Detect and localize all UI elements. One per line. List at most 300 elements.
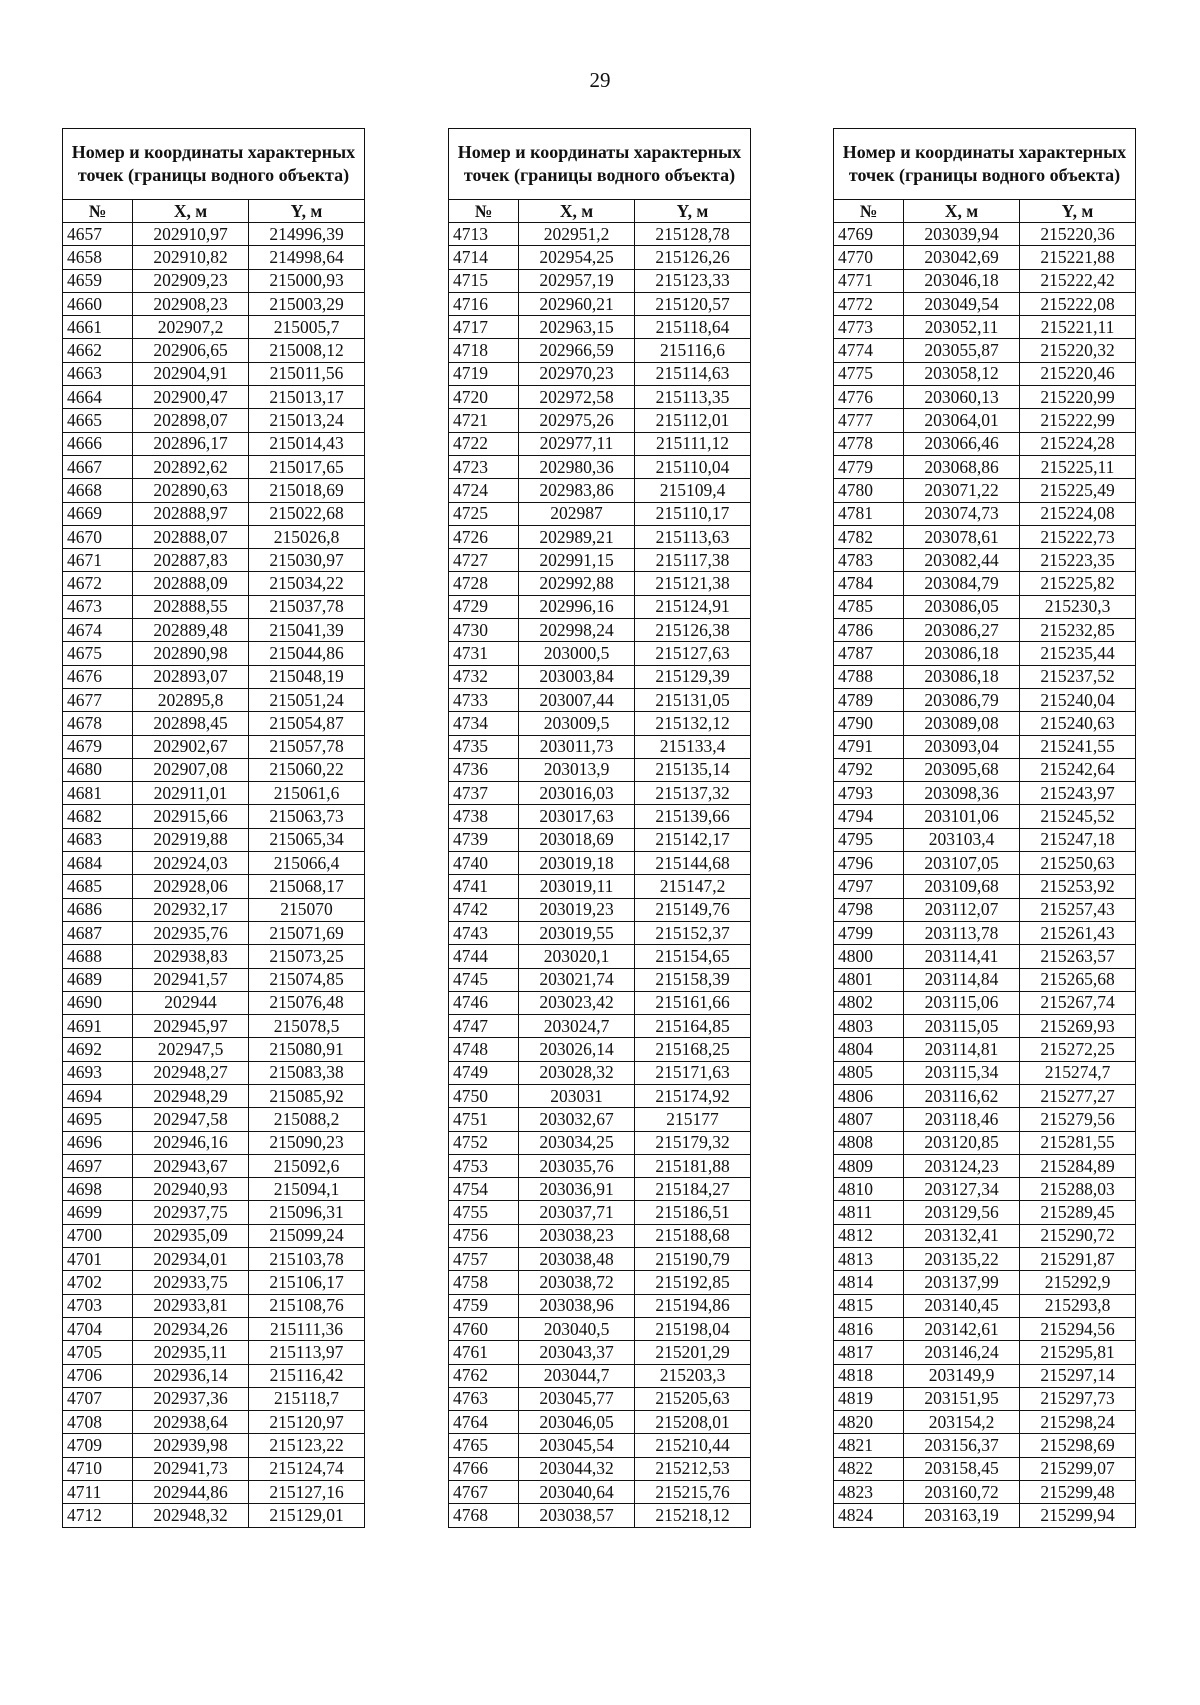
point-number-cell: 4695 [63,1108,133,1131]
x-coordinate-cell: 203009,5 [519,712,635,735]
point-number-cell: 4689 [63,968,133,991]
point-number-cell: 4752 [449,1131,519,1154]
table-row [834,991,1136,1014]
x-coordinate-cell: 203098,36 [904,782,1020,805]
table-row [834,292,1136,315]
x-coordinate-cell: 203074,73 [904,502,1020,525]
x-coordinate-cell: 202908,23 [133,292,249,315]
y-coordinate-cell: 215061,6 [249,782,365,805]
x-coordinate-cell: 203114,81 [904,1038,1020,1061]
y-coordinate-cell: 215201,29 [635,1341,751,1364]
table-row [63,1224,365,1247]
point-number-cell: 4704 [63,1317,133,1340]
point-number-cell: 4802 [834,991,904,1014]
point-number-cell: 4778 [834,432,904,455]
table-row [834,1364,1136,1387]
table-row [449,1317,751,1340]
point-number-cell: 4797 [834,875,904,898]
y-coordinate-cell: 215030,97 [249,549,365,572]
x-coordinate-cell: 203132,41 [904,1224,1020,1247]
point-number-cell: 4743 [449,921,519,944]
table-row [834,1108,1136,1131]
point-number-cell: 4664 [63,386,133,409]
y-coordinate-cell: 215110,17 [635,502,751,525]
y-coordinate-cell: 215034,22 [249,572,365,595]
point-number-cell: 4738 [449,805,519,828]
x-coordinate-cell: 203113,78 [904,921,1020,944]
point-number-cell: 4698 [63,1178,133,1201]
x-coordinate-cell: 203116,62 [904,1084,1020,1107]
x-coordinate-cell: 202941,73 [133,1457,249,1480]
table-row [449,223,751,246]
point-number-cell: 4679 [63,735,133,758]
point-number-cell: 4667 [63,455,133,478]
y-coordinate-cell: 215112,01 [635,409,751,432]
y-coordinate-cell: 214996,39 [249,223,365,246]
table-row [834,1131,1136,1154]
point-number-cell: 4745 [449,968,519,991]
y-coordinate-cell: 215263,57 [1020,945,1136,968]
x-coordinate-cell: 203109,68 [904,875,1020,898]
point-number-cell: 4792 [834,758,904,781]
point-number-cell: 4690 [63,991,133,1014]
table-row [63,223,365,246]
x-coordinate-cell: 202983,86 [519,479,635,502]
point-number-cell: 4708 [63,1411,133,1434]
y-coordinate-cell: 215132,12 [635,712,751,735]
x-coordinate-cell: 203055,87 [904,339,1020,362]
point-number-cell: 4703 [63,1294,133,1317]
x-coordinate-cell: 203037,71 [519,1201,635,1224]
x-coordinate-cell: 202996,16 [519,595,635,618]
table-row [449,549,751,572]
y-coordinate-cell: 215224,28 [1020,432,1136,455]
point-number-cell: 4787 [834,642,904,665]
column-header-y: Y, м [635,200,751,223]
point-number-cell: 4696 [63,1131,133,1154]
point-number-cell: 4810 [834,1178,904,1201]
x-coordinate-cell: 203160,72 [904,1481,1020,1504]
x-coordinate-cell: 202904,91 [133,362,249,385]
x-coordinate-cell: 203052,11 [904,316,1020,339]
y-coordinate-cell: 215114,63 [635,362,751,385]
point-number-cell: 4786 [834,619,904,642]
point-number-cell: 4735 [449,735,519,758]
x-coordinate-cell: 202890,98 [133,642,249,665]
table-row [834,875,1136,898]
table-row [834,549,1136,572]
x-coordinate-cell: 202938,64 [133,1411,249,1434]
point-number-cell: 4808 [834,1131,904,1154]
y-coordinate-cell: 215220,32 [1020,339,1136,362]
y-coordinate-cell: 215290,72 [1020,1224,1136,1247]
point-number-cell: 4821 [834,1434,904,1457]
x-coordinate-cell: 203086,18 [904,665,1020,688]
x-coordinate-cell: 203049,54 [904,292,1020,315]
table-row [449,1457,751,1480]
table-row [63,968,365,991]
y-coordinate-cell: 215221,11 [1020,316,1136,339]
y-coordinate-cell: 215152,37 [635,921,751,944]
table-row [834,1271,1136,1294]
point-number-cell: 4795 [834,828,904,851]
table-row [834,595,1136,618]
y-coordinate-cell: 215123,33 [635,269,751,292]
point-number-cell: 4663 [63,362,133,385]
x-coordinate-cell: 203103,4 [904,828,1020,851]
table-row [63,479,365,502]
point-number-cell: 4673 [63,595,133,618]
y-coordinate-cell: 215111,12 [635,432,751,455]
point-number-cell: 4721 [449,409,519,432]
x-coordinate-cell: 202935,76 [133,921,249,944]
point-number-cell: 4768 [449,1504,519,1527]
point-number-cell: 4760 [449,1317,519,1340]
y-coordinate-cell: 215297,73 [1020,1387,1136,1410]
point-number-cell: 4726 [449,525,519,548]
table-row [63,292,365,315]
table-row [834,1015,1136,1038]
point-number-cell: 4773 [834,316,904,339]
x-coordinate-cell: 202887,83 [133,549,249,572]
column-header-number: № [63,200,133,223]
x-coordinate-cell: 202919,88 [133,828,249,851]
point-number-cell: 4822 [834,1457,904,1480]
y-coordinate-cell: 215121,38 [635,572,751,595]
y-coordinate-cell: 215120,97 [249,1411,365,1434]
point-number-cell: 4748 [449,1038,519,1061]
point-number-cell: 4771 [834,269,904,292]
x-coordinate-cell: 202934,01 [133,1248,249,1271]
x-coordinate-cell: 203058,12 [904,362,1020,385]
table-row [449,1504,751,1527]
table-row [834,688,1136,711]
point-number-cell: 4678 [63,712,133,735]
y-coordinate-cell: 215127,63 [635,642,751,665]
table-row [834,1224,1136,1247]
point-number-cell: 4724 [449,479,519,502]
x-coordinate-cell: 203018,69 [519,828,635,851]
table-row [834,735,1136,758]
y-coordinate-cell: 215142,17 [635,828,751,851]
point-number-cell: 4716 [449,292,519,315]
y-coordinate-cell: 215013,24 [249,409,365,432]
x-coordinate-cell: 202951,2 [519,223,635,246]
column-header-y: Y, м [1020,200,1136,223]
table-row [63,246,365,269]
table-row [834,1411,1136,1434]
x-coordinate-cell: 203045,77 [519,1387,635,1410]
table-row [449,1294,751,1317]
table-row [449,269,751,292]
x-coordinate-cell: 203017,63 [519,805,635,828]
point-number-cell: 4780 [834,479,904,502]
y-coordinate-cell: 215208,01 [635,1411,751,1434]
table-row [834,1248,1136,1271]
point-number-cell: 4723 [449,455,519,478]
x-coordinate-cell: 202932,17 [133,898,249,921]
y-coordinate-cell: 215037,78 [249,595,365,618]
table-row [834,758,1136,781]
point-number-cell: 4672 [63,572,133,595]
x-coordinate-cell: 203020,1 [519,945,635,968]
point-number-cell: 4784 [834,572,904,595]
y-coordinate-cell: 215277,27 [1020,1084,1136,1107]
x-coordinate-cell: 203019,11 [519,875,635,898]
x-coordinate-cell: 203158,45 [904,1457,1020,1480]
x-coordinate-cell: 203038,23 [519,1224,635,1247]
point-number-cell: 4742 [449,898,519,921]
x-coordinate-cell: 203035,76 [519,1154,635,1177]
x-coordinate-cell: 203115,34 [904,1061,1020,1084]
y-coordinate-cell: 215078,5 [249,1015,365,1038]
x-coordinate-cell: 202933,81 [133,1294,249,1317]
y-coordinate-cell: 215274,7 [1020,1061,1136,1084]
table-row [63,595,365,618]
point-number-cell: 4796 [834,852,904,875]
table-row [834,828,1136,851]
table-row [449,665,751,688]
x-coordinate-cell: 202896,17 [133,432,249,455]
x-coordinate-cell: 203093,04 [904,735,1020,758]
column-header-x: X, м [904,200,1020,223]
table-row [449,479,751,502]
x-coordinate-cell: 203019,55 [519,921,635,944]
point-number-cell: 4755 [449,1201,519,1224]
table-row [449,246,751,269]
x-coordinate-cell: 202915,66 [133,805,249,828]
x-coordinate-cell: 202980,36 [519,455,635,478]
x-coordinate-cell: 202940,93 [133,1178,249,1201]
table-row [834,898,1136,921]
x-coordinate-cell: 202890,63 [133,479,249,502]
y-coordinate-cell: 215168,25 [635,1038,751,1061]
x-coordinate-cell: 203142,61 [904,1317,1020,1340]
point-number-cell: 4675 [63,642,133,665]
point-number-cell: 4727 [449,549,519,572]
table-row [449,1108,751,1131]
point-number-cell: 4775 [834,362,904,385]
x-coordinate-cell: 203095,68 [904,758,1020,781]
y-coordinate-cell: 215298,69 [1020,1434,1136,1457]
point-number-cell: 4737 [449,782,519,805]
table-row [63,339,365,362]
table-row [449,1131,751,1154]
x-coordinate-cell: 202889,48 [133,619,249,642]
y-coordinate-cell: 215129,39 [635,665,751,688]
y-coordinate-cell: 215222,08 [1020,292,1136,315]
point-number-cell: 4712 [63,1504,133,1527]
point-number-cell: 4686 [63,898,133,921]
x-coordinate-cell: 203086,79 [904,688,1020,711]
y-coordinate-cell: 215063,73 [249,805,365,828]
y-coordinate-cell: 215070 [249,898,365,921]
y-coordinate-cell: 215240,63 [1020,712,1136,735]
x-coordinate-cell: 202910,97 [133,223,249,246]
x-coordinate-cell: 202907,2 [133,316,249,339]
y-coordinate-cell: 215026,8 [249,525,365,548]
table-row [63,642,365,665]
x-coordinate-cell: 203040,64 [519,1481,635,1504]
point-number-cell: 4693 [63,1061,133,1084]
point-number-cell: 4798 [834,898,904,921]
x-coordinate-cell: 202998,24 [519,619,635,642]
x-coordinate-cell: 202987 [519,502,635,525]
table-row [449,898,751,921]
table-row [834,479,1136,502]
x-coordinate-cell: 203120,85 [904,1131,1020,1154]
point-number-cell: 4818 [834,1364,904,1387]
x-coordinate-cell: 203046,18 [904,269,1020,292]
table-row [834,1178,1136,1201]
x-coordinate-cell: 203084,79 [904,572,1020,595]
y-coordinate-cell: 215003,29 [249,292,365,315]
y-coordinate-cell: 215068,17 [249,875,365,898]
y-coordinate-cell: 215116,42 [249,1364,365,1387]
point-number-cell: 4789 [834,688,904,711]
y-coordinate-cell: 215127,16 [249,1481,365,1504]
y-coordinate-cell: 215000,93 [249,269,365,292]
point-number-cell: 4685 [63,875,133,898]
x-coordinate-cell: 202991,15 [519,549,635,572]
y-coordinate-cell: 215267,74 [1020,991,1136,1014]
point-number-cell: 4824 [834,1504,904,1527]
y-coordinate-cell: 215113,63 [635,525,751,548]
x-coordinate-cell: 202939,98 [133,1434,249,1457]
point-number-cell: 4806 [834,1084,904,1107]
table-row [449,945,751,968]
y-coordinate-cell: 215171,63 [635,1061,751,1084]
x-coordinate-cell: 203045,54 [519,1434,635,1457]
table-row [834,619,1136,642]
table-row [834,1504,1136,1527]
x-coordinate-cell: 203038,57 [519,1504,635,1527]
table-row [63,1248,365,1271]
y-coordinate-cell: 215218,12 [635,1504,751,1527]
point-number-cell: 4805 [834,1061,904,1084]
table-row [63,1154,365,1177]
y-coordinate-cell: 215083,38 [249,1061,365,1084]
y-coordinate-cell: 215123,22 [249,1434,365,1457]
x-coordinate-cell: 202957,19 [519,269,635,292]
y-coordinate-cell: 215220,36 [1020,223,1136,246]
y-coordinate-cell: 215257,43 [1020,898,1136,921]
point-number-cell: 4699 [63,1201,133,1224]
table-row [63,502,365,525]
y-coordinate-cell: 215222,73 [1020,525,1136,548]
x-coordinate-cell: 203031 [519,1084,635,1107]
y-coordinate-cell: 215177 [635,1108,751,1131]
x-coordinate-cell: 202910,82 [133,246,249,269]
table-row [63,1341,365,1364]
y-coordinate-cell: 215057,78 [249,735,365,758]
y-coordinate-cell: 215293,8 [1020,1294,1136,1317]
table-row [63,1411,365,1434]
point-number-cell: 4711 [63,1481,133,1504]
x-coordinate-cell: 202975,26 [519,409,635,432]
table-row [63,945,365,968]
x-coordinate-cell: 202945,97 [133,1015,249,1038]
table-row [63,1038,365,1061]
table-row [449,782,751,805]
point-number-cell: 4710 [63,1457,133,1480]
table-row [834,805,1136,828]
x-coordinate-cell: 202935,09 [133,1224,249,1247]
y-coordinate-cell: 215225,11 [1020,455,1136,478]
y-coordinate-cell: 215225,49 [1020,479,1136,502]
x-coordinate-cell: 202970,23 [519,362,635,385]
y-coordinate-cell: 215281,55 [1020,1131,1136,1154]
point-number-cell: 4793 [834,782,904,805]
table-row [449,1201,751,1224]
table-row [449,852,751,875]
x-coordinate-cell: 203036,91 [519,1178,635,1201]
y-coordinate-cell: 215018,69 [249,479,365,502]
point-number-cell: 4665 [63,409,133,432]
x-coordinate-cell: 203000,5 [519,642,635,665]
coordinates-table [448,128,751,1528]
y-coordinate-cell: 215154,65 [635,945,751,968]
point-number-cell: 4733 [449,688,519,711]
point-number-cell: 4725 [449,502,519,525]
y-coordinate-cell: 215220,46 [1020,362,1136,385]
y-coordinate-cell: 215295,81 [1020,1341,1136,1364]
y-coordinate-cell: 215092,6 [249,1154,365,1177]
table-row [63,735,365,758]
point-number-cell: 4820 [834,1411,904,1434]
x-coordinate-cell: 202948,29 [133,1084,249,1107]
y-coordinate-cell: 215190,79 [635,1248,751,1271]
table-row [63,269,365,292]
point-number-cell: 4761 [449,1341,519,1364]
table-row [63,1294,365,1317]
point-number-cell: 4785 [834,595,904,618]
point-number-cell: 4661 [63,316,133,339]
point-number-cell: 4754 [449,1178,519,1201]
table-row [63,572,365,595]
y-coordinate-cell: 215294,56 [1020,1317,1136,1340]
x-coordinate-cell: 203038,96 [519,1294,635,1317]
x-coordinate-cell: 202895,8 [133,688,249,711]
point-number-cell: 4730 [449,619,519,642]
x-coordinate-cell: 203068,86 [904,455,1020,478]
table-row [63,665,365,688]
table-row [834,1341,1136,1364]
x-coordinate-cell: 203112,07 [904,898,1020,921]
table-row [63,1434,365,1457]
table-row [834,1481,1136,1504]
x-coordinate-cell: 203003,84 [519,665,635,688]
point-number-cell: 4687 [63,921,133,944]
table-row [449,432,751,455]
point-number-cell: 4757 [449,1248,519,1271]
x-coordinate-cell: 202898,07 [133,409,249,432]
y-coordinate-cell: 215225,82 [1020,572,1136,595]
point-number-cell: 4736 [449,758,519,781]
table-row [834,852,1136,875]
table-row [834,1061,1136,1084]
table-row [449,502,751,525]
point-number-cell: 4674 [63,619,133,642]
table-row [834,1317,1136,1340]
table-row [449,1061,751,1084]
x-coordinate-cell: 202928,06 [133,875,249,898]
y-coordinate-cell: 215071,69 [249,921,365,944]
y-coordinate-cell: 215198,04 [635,1317,751,1340]
y-coordinate-cell: 215051,24 [249,688,365,711]
table-row [834,1038,1136,1061]
x-coordinate-cell: 203064,01 [904,409,1020,432]
